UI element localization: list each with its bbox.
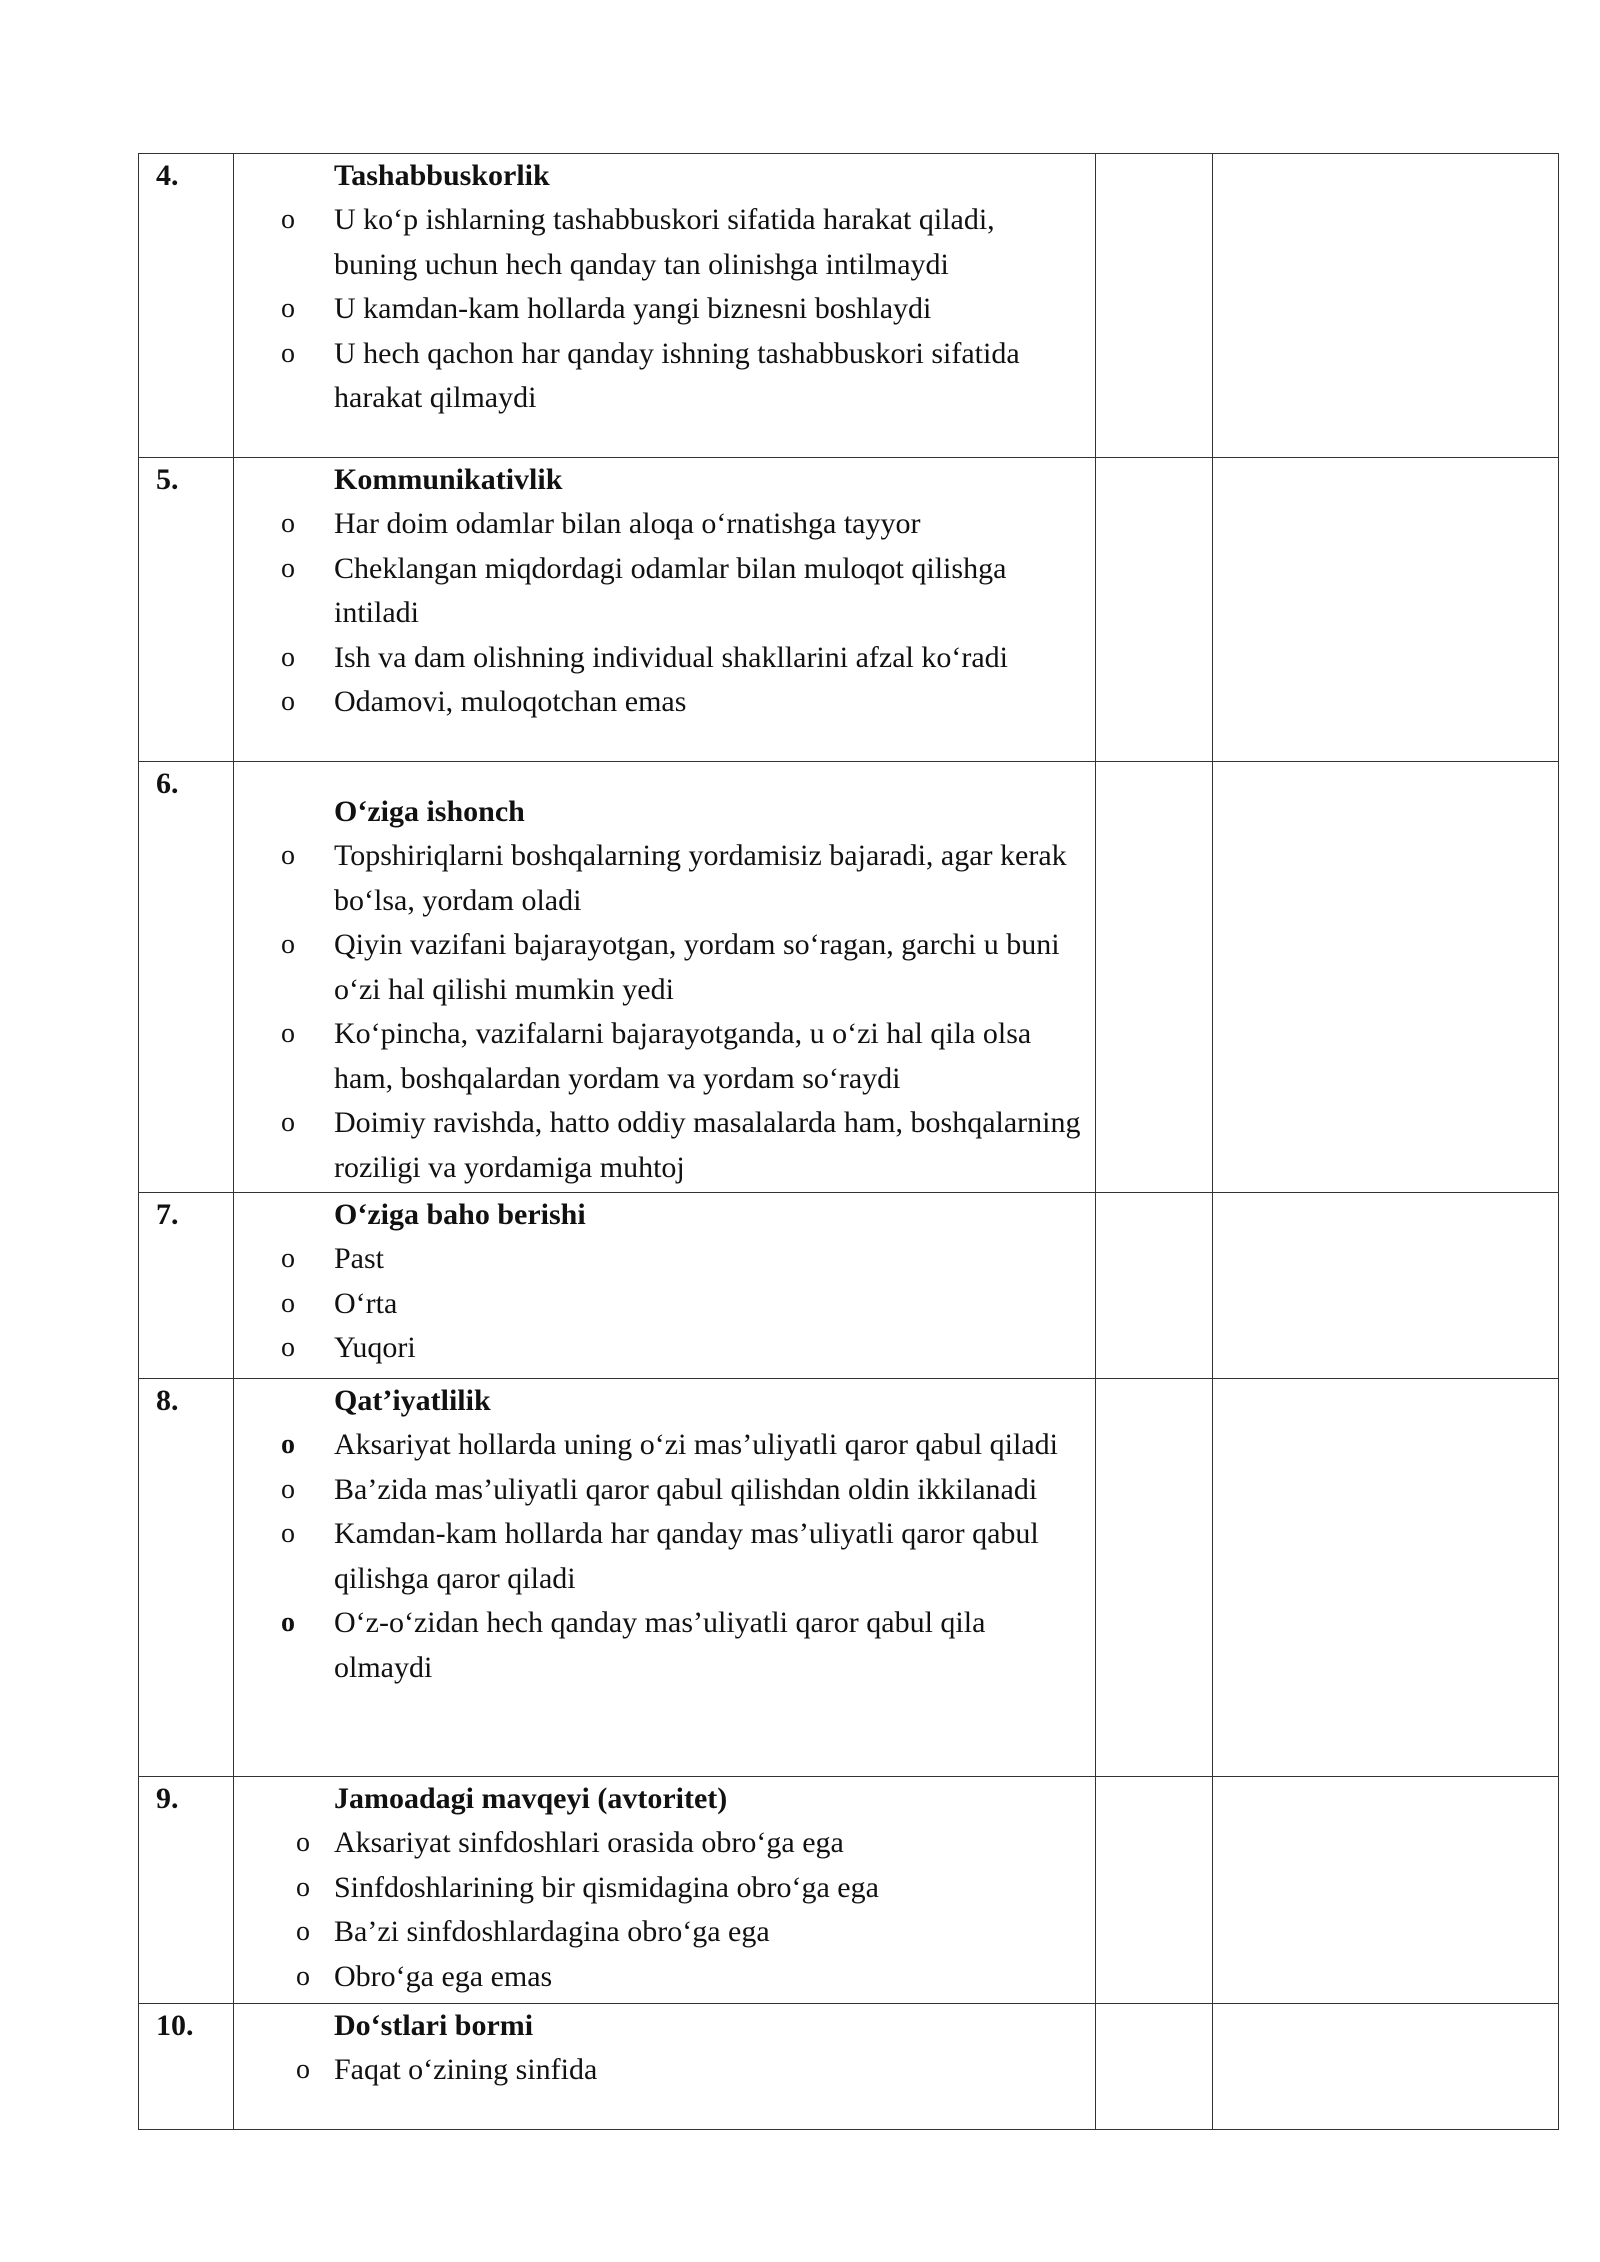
table-row	[139, 1193, 1559, 1379]
option-text: Qiyin vazifani bajarayotgan, yordam so‘ragan, garchi u buni o‘zi hal qilishi mumkin yedi	[334, 928, 1060, 1006]
list-item	[234, 834, 1085, 923]
item-content-cell	[234, 762, 1096, 1193]
bullet-icon: o	[281, 1287, 295, 1319]
list-item	[234, 1601, 1085, 1690]
option-text: Ko‘pincha, vazifalarni bajarayotganda, u o‘zi hal qila olsa ham, boshqalardan yordam va yordam so‘raydi	[334, 1017, 1032, 1095]
list-item	[234, 680, 1085, 725]
questionnaire-table	[138, 153, 1559, 2130]
item-number: 7.	[156, 1198, 179, 1231]
bullet-icon: o	[281, 1018, 295, 1049]
bullet-icon: o	[281, 293, 295, 324]
answer-cell-1[interactable]	[1096, 1379, 1213, 1777]
option-text: Doimiy ravishda, hatto oddiy masalalarda ham, boshqalarning roziligi va yordamiga muhtoj	[334, 1106, 1081, 1184]
table-row	[139, 154, 1559, 458]
option-text: Past	[334, 1242, 385, 1275]
option-text: O‘z-o‘zidan hech qanday mas’uliyatli qaror qabul qila olmaydi	[334, 1606, 986, 1684]
answer-cell-2[interactable]	[1213, 1777, 1559, 2004]
item-content-cell	[234, 154, 1096, 458]
option-text: U kamdan-kam hollarda yangi biznesni boshlaydi	[334, 292, 932, 325]
item-content-cell	[234, 2004, 1096, 2130]
option-list	[234, 1237, 1085, 1371]
option-list	[234, 2048, 1085, 2093]
bullet-icon: o	[281, 1107, 295, 1138]
item-number-cell	[139, 2004, 234, 2130]
bullet-icon: o	[281, 1518, 295, 1549]
list-item	[234, 1012, 1085, 1101]
option-list	[234, 198, 1085, 421]
answer-cell-2[interactable]	[1213, 458, 1559, 762]
item-number-cell	[139, 1777, 234, 2004]
list-item	[234, 1101, 1085, 1190]
answer-cell-2[interactable]	[1213, 762, 1559, 1193]
bullet-icon: o	[281, 641, 295, 673]
answer-cell-1[interactable]	[1096, 458, 1213, 762]
table-row	[139, 1379, 1559, 1777]
item-content-cell	[234, 1379, 1096, 1777]
list-item	[234, 1237, 1085, 1282]
list-item	[234, 1955, 1085, 2000]
answer-cell-1[interactable]	[1096, 762, 1213, 1193]
list-item	[234, 198, 1085, 287]
list-item	[234, 2048, 1085, 2093]
item-content-cell	[234, 458, 1096, 762]
option-text: Har doim odamlar bilan aloqa o‘rnatishga tayyor	[334, 507, 921, 540]
answer-cell-1[interactable]	[1096, 1193, 1213, 1379]
item-title: O‘ziga ishonch	[334, 795, 525, 828]
bullet-icon: o	[281, 1473, 295, 1505]
table-row	[139, 1777, 1559, 2004]
bullet-icon: o	[281, 552, 295, 584]
option-text: Aksariyat hollarda uning o‘zi mas’uliyatli qaror qabul qiladi	[334, 1428, 1058, 1461]
option-text: Aksariyat sinfdoshlari orasida obro‘ga ega	[334, 1826, 844, 1859]
list-item	[234, 547, 1085, 636]
item-title: Jamoadagi mavqeyi (avtoritet)	[334, 1782, 728, 1815]
table-row	[139, 458, 1559, 762]
list-item	[234, 1282, 1085, 1327]
bullet-icon: o	[281, 1243, 295, 1274]
option-text: O‘rta	[334, 1286, 398, 1320]
bullet-icon: o	[281, 1607, 295, 1638]
item-title: Do‘stlari bormi	[334, 2009, 534, 2042]
item-content-cell	[234, 1193, 1096, 1379]
option-text: Ba’zida mas’uliyatli qaror qabul qilishdan oldin ikkilanadi	[334, 1472, 1038, 1506]
answer-cell-2[interactable]	[1213, 154, 1559, 458]
option-text: Topshiriqlarni boshqalarning yordamisiz bajaradi, agar kerak bo‘lsa, yordam oladi	[334, 839, 1067, 917]
item-title: Qat’iyatlilik	[334, 1384, 491, 1417]
option-text: U ko‘p ishlarning tashabbuskori sifatida harakat qiladi, buning uchun hech qanday tan olinishga intilmaydi	[334, 203, 995, 281]
option-list	[234, 1821, 1085, 1999]
option-list	[234, 502, 1085, 725]
list-item	[234, 1423, 1085, 1468]
option-text: Cheklangan miqdordagi odamlar bilan muloqot qilishga intiladi	[334, 551, 1007, 629]
option-text: Odamovi, muloqotchan emas	[334, 685, 687, 718]
option-text: U hech qachon har qanday ishning tashabbuskori sifatida harakat qilmaydi	[334, 336, 1020, 414]
option-text: Ish va dam olishning individual shakllarini afzal ko‘radi	[334, 640, 1009, 674]
list-item	[234, 1468, 1085, 1513]
answer-cell-2[interactable]	[1213, 1193, 1559, 1379]
option-text: Kamdan-kam hollarda har qanday mas’uliyatli qaror qabul qilishga qaror qiladi	[334, 1517, 1039, 1595]
list-item	[234, 287, 1085, 332]
bullet-icon: o	[296, 1916, 310, 1947]
answer-cell-2[interactable]	[1213, 2004, 1559, 2130]
item-title: Tashabbuskorlik	[334, 159, 550, 192]
option-text: Yuqori	[334, 1331, 416, 1364]
item-content-cell	[234, 1777, 1096, 2004]
answer-cell-2[interactable]	[1213, 1379, 1559, 1777]
answer-cell-1[interactable]	[1096, 154, 1213, 458]
bullet-icon: o	[281, 204, 295, 235]
option-text: Obro‘ga ega emas	[334, 1959, 553, 1993]
option-text: Sinfdoshlarining bir qismidagina obro‘ga ega	[334, 1870, 879, 1904]
item-number-cell	[139, 1193, 234, 1379]
bullet-icon: o	[296, 1871, 310, 1903]
item-number: 9.	[156, 1782, 179, 1815]
list-item	[234, 1866, 1085, 1911]
bullet-icon: o	[281, 1332, 295, 1363]
item-number: 8.	[156, 1384, 179, 1417]
bullet-icon: o	[281, 686, 295, 717]
list-item	[234, 1910, 1085, 1955]
item-number-cell	[139, 1379, 234, 1777]
option-text: Faqat o‘zining sinfida	[334, 2053, 598, 2086]
item-title: Kommunikativlik	[334, 463, 563, 496]
bullet-icon: o	[281, 929, 295, 960]
item-number-cell	[139, 762, 234, 1193]
item-number: 5.	[156, 463, 179, 496]
item-number: 4.	[156, 159, 179, 192]
option-text: Ba’zi sinfdoshlardagina obro‘ga ega	[334, 1915, 770, 1948]
option-list	[234, 834, 1085, 1190]
item-number: 10.	[156, 2009, 194, 2042]
bullet-icon: o	[296, 1827, 310, 1858]
item-title: O‘ziga baho berishi	[334, 1198, 586, 1231]
bullet-icon: o	[281, 1429, 295, 1460]
answer-cell-1[interactable]	[1096, 2004, 1213, 2130]
bullet-icon: o	[296, 1960, 310, 1992]
bullet-icon: o	[281, 508, 295, 539]
list-item	[234, 1821, 1085, 1866]
table-row	[139, 762, 1559, 1193]
list-item	[234, 923, 1085, 1012]
list-item	[234, 1326, 1085, 1371]
table-row	[139, 2004, 1559, 2130]
answer-cell-1[interactable]	[1096, 1777, 1213, 2004]
option-list	[234, 1423, 1085, 1690]
item-number-cell	[139, 154, 234, 458]
item-number-cell	[139, 458, 234, 762]
list-item	[234, 636, 1085, 681]
list-item	[234, 1512, 1085, 1601]
list-item	[234, 502, 1085, 547]
bullet-icon: o	[281, 337, 295, 369]
item-number: 6.	[156, 767, 179, 800]
list-item	[234, 332, 1085, 421]
bullet-icon: o	[296, 2054, 310, 2085]
bullet-icon: o	[281, 840, 295, 871]
